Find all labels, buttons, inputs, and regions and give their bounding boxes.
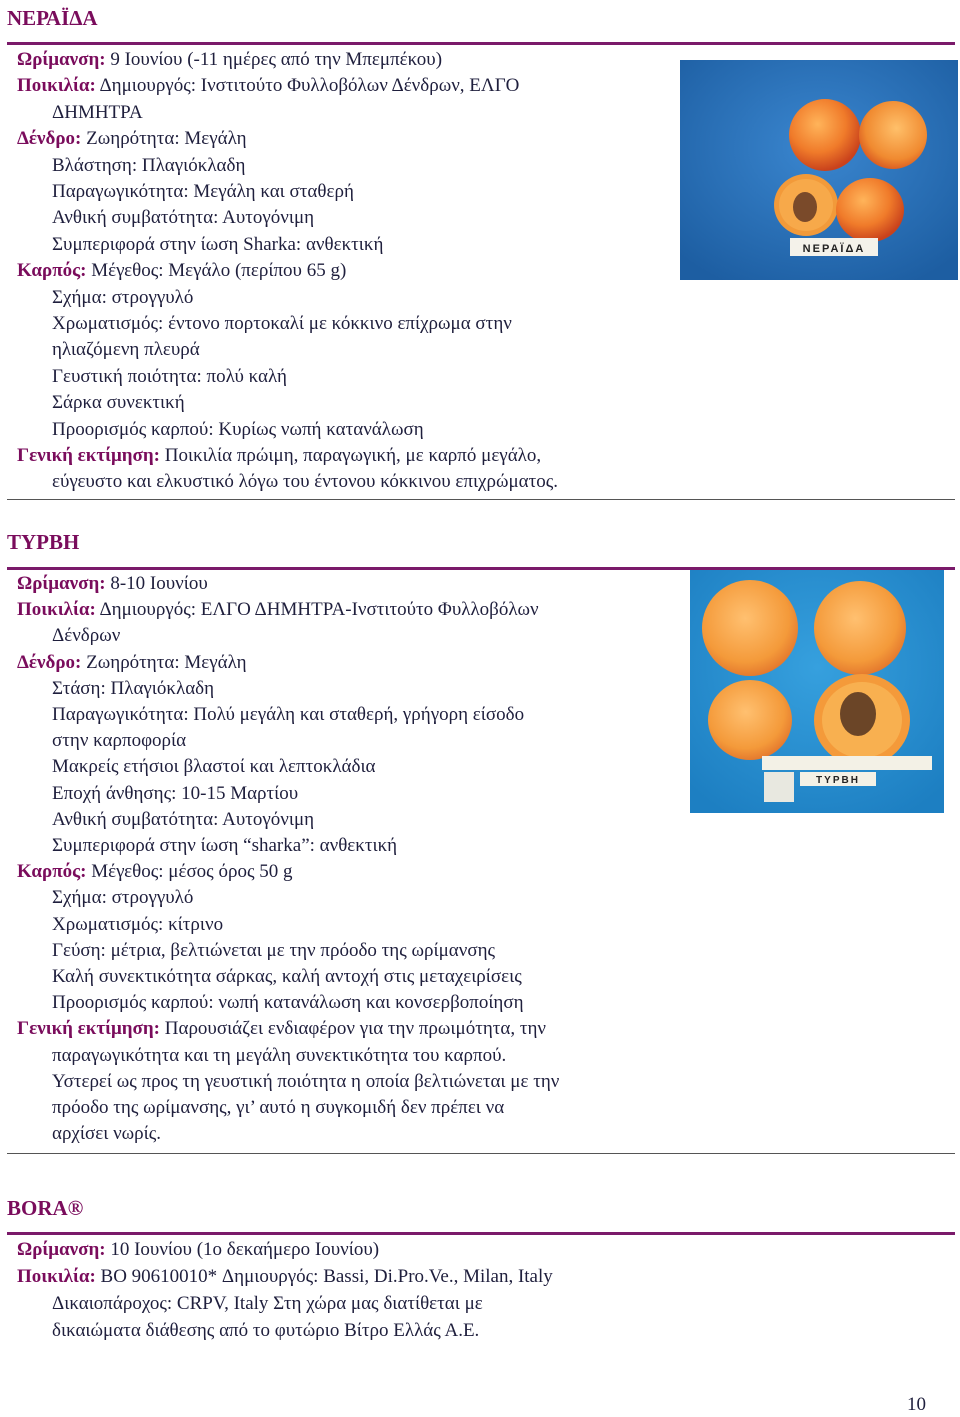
field-text: Εποχή άνθησης: 10-15 Μαρτίου — [52, 782, 299, 804]
text-line — [52, 964, 522, 990]
field-label: Γενική εκτίμηση: — [17, 1018, 161, 1040]
field-text: 10 Ιουνίου (1ο δεκαήμερο Ιουνίου) — [105, 1239, 380, 1260]
field-text: Βλάστηση: Πλαγιόκλαδη — [52, 154, 246, 176]
text-line — [52, 1095, 504, 1121]
text-line — [52, 990, 524, 1016]
field-text: Σάρκα συνεκτική — [52, 392, 185, 414]
field-label: Ποικιλία: — [17, 1266, 96, 1287]
text-line — [17, 443, 541, 469]
text-line — [52, 702, 524, 728]
field-text: Ανθική συμβατότητα: Αυτογόνιμη — [52, 808, 315, 830]
text-line — [52, 833, 397, 859]
text-line — [17, 1016, 546, 1042]
field-label: Ποικιλία: — [17, 599, 96, 621]
field-label: Ωρίμανση: — [17, 49, 106, 70]
field-label: Καρπός: — [17, 260, 87, 282]
field-text: δικαιώματα διάθεσης από το φυτώριο Βίτρο Ελλάς Α.Ε. — [52, 1320, 480, 1341]
section-bottom-rule — [7, 499, 955, 500]
text-line — [52, 938, 495, 964]
text-line — [52, 623, 120, 649]
neraida-photo — [680, 60, 958, 280]
field-label: Καρπός: — [17, 861, 87, 883]
field-text: Χρωματισμός: έντονο πορτοκαλί με κόκκινο επίχρωμα στην — [52, 313, 512, 334]
photo-label: ΝΕΡΑΪΔΑ — [802, 243, 866, 255]
field-text: πρόοδο της ωρίμανσης, γι’ αυτό η συγκομιδή δεν πρέπει να — [52, 1097, 505, 1118]
section-title-bora: BORA® — [7, 1196, 84, 1220]
text-line — [17, 258, 346, 284]
page-number: 10 — [907, 1394, 926, 1415]
field-label: Ωρίμανση: — [17, 573, 106, 594]
field-text: αρχίσει νωρίς. — [52, 1123, 162, 1145]
field-text: Μέγεθος: μέσος όρος 50 g — [86, 861, 293, 883]
photo-label: ΤΥΡΒΗ — [816, 775, 860, 786]
text-line — [52, 728, 186, 754]
text-line — [17, 650, 247, 676]
field-text: Γευστική ποιότητα: πολύ καλή — [52, 365, 287, 387]
text-line — [17, 597, 539, 623]
text-line — [17, 859, 292, 885]
text-line — [52, 100, 143, 126]
field-text: 9 Ιουνίου (-11 ημέρες από την Μπεμπέκου) — [105, 49, 443, 70]
text-line — [52, 912, 223, 938]
field-text: Στάση: Πλαγιόκλαδη — [52, 677, 215, 699]
text-line — [17, 571, 208, 597]
field-text: Μακρείς ετήσιοι βλαστοί και λεπτοκλάδια — [52, 756, 376, 778]
field-text: Δένδρων — [52, 625, 121, 647]
field-text: Ζωηρότητα: Μεγάλη — [81, 651, 247, 673]
text-line — [52, 337, 200, 363]
text-line — [52, 390, 185, 416]
text-line — [52, 285, 193, 311]
field-text: Χρωματισμός: κίτρινο — [52, 913, 224, 935]
field-text: Σχήμα: στρογγυλό — [52, 286, 194, 308]
text-line — [52, 179, 354, 205]
field-label: Ποικιλία: — [17, 75, 96, 97]
text-line — [17, 73, 519, 99]
text-line — [52, 311, 512, 337]
text-line — [52, 232, 383, 258]
field-text: Δικαιοπάροχος: CRPV, Italy Στη χώρα μας διατίθεται με — [52, 1293, 483, 1314]
tyrvi-photo — [690, 570, 944, 813]
text-line — [17, 47, 442, 73]
field-text: Μέγεθος: Μεγάλο (περίπου 65 g) — [86, 260, 347, 282]
field-label: Γενική εκτίμηση: — [17, 445, 161, 466]
field-text: Γεύση: μέτρια, βελτιώνεται με την πρόοδο της ωρίμανσης — [52, 939, 496, 961]
text-line — [52, 469, 558, 495]
text-line — [52, 1318, 479, 1344]
field-text: παραγωγικότητα και τη μεγάλη συνεκτικότητα του καρπού. — [52, 1044, 507, 1066]
field-text: Δημιουργός: Ινστιτούτο Φυλλοβόλων Δένδρων, ΕΛΓΟ — [95, 75, 520, 97]
text-line — [52, 1121, 161, 1147]
section-bottom-rule — [7, 1153, 955, 1154]
field-text: εύγευστο και ελκυστικό λόγω του έντονου κόκκινου επιχρώματος. — [52, 471, 559, 493]
text-line — [52, 1291, 483, 1317]
text-line — [17, 1237, 379, 1263]
text-line — [52, 1069, 559, 1095]
section-rule — [7, 1232, 955, 1235]
field-text: BO 90610010* Δημιουργός: Bassi, Di.Pro.Ve., Milan, Italy — [95, 1266, 553, 1287]
field-text: Υστερεί ως προς τη γευστική ποιότητα η οποία βελτιώνεται με την — [52, 1070, 560, 1092]
field-text: ηλιαζόμενη πλευρά — [52, 339, 200, 361]
field-text: Συμπεριφορά στην ίωση “sharka”: ανθεκτική — [52, 835, 398, 856]
field-text: στην καρποφορία — [52, 730, 187, 752]
field-text: Προορισμός καρπού: Κυρίως νωπή κατανάλωση — [52, 418, 424, 440]
field-text: 8-10 Ιουνίου — [105, 573, 208, 594]
text-line — [52, 807, 314, 833]
field-text: Ζωηρότητα: Μεγάλη — [81, 128, 247, 150]
text-line — [52, 364, 287, 390]
field-text: Ανθική συμβατότητα: Αυτογόνιμη — [52, 207, 315, 229]
text-line — [17, 126, 247, 152]
field-text: Προορισμός καρπού: νωπή κατανάλωση και κονσερβοποίηση — [52, 992, 524, 1014]
field-text: Ποικιλία πρώιμη, παραγωγική, με καρπό μεγάλο, — [160, 445, 542, 466]
text-line — [52, 1043, 506, 1069]
field-text: Παραγωγικότητα: Πολύ μεγάλη και σταθερή, γρήγορη είσοδο — [52, 704, 525, 725]
field-label: Δένδρο: — [17, 651, 82, 673]
text-line — [52, 205, 314, 231]
field-label: Ωρίμανση: — [17, 1239, 106, 1260]
field-text: Καλή συνεκτικότητα σάρκας, καλή αντοχή στις μεταχειρίσεις — [52, 966, 522, 987]
text-line — [52, 417, 424, 443]
text-line — [17, 1264, 553, 1290]
field-text: Παρουσιάζει ενδιαφέρον για την πρωιμότητα, την — [160, 1018, 547, 1040]
field-text: Συμπεριφορά στην ίωση Sharka: ανθεκτική — [52, 233, 384, 255]
text-line — [52, 781, 298, 807]
field-text: ΔΗΜΗΤΡΑ — [52, 101, 143, 123]
field-label: Δένδρο: — [17, 128, 82, 150]
text-line — [52, 676, 214, 702]
field-text: Παραγωγικότητα: Μεγάλη και σταθερή — [52, 181, 354, 202]
text-line — [52, 754, 376, 780]
field-text: Σχήμα: στρογγυλό — [52, 887, 194, 909]
text-line — [52, 153, 245, 179]
section-title-tyrvi: ΤΥΡΒΗ — [7, 530, 80, 554]
section-rule — [7, 42, 955, 45]
section-title-neraida: ΝΕΡΑΪΔΑ — [7, 6, 98, 30]
field-text: Δημιουργός: ΕΛΓΟ ΔΗΜΗΤΡΑ-Ινστιτούτο Φυλλοβόλων — [95, 599, 539, 621]
text-line — [52, 885, 193, 911]
